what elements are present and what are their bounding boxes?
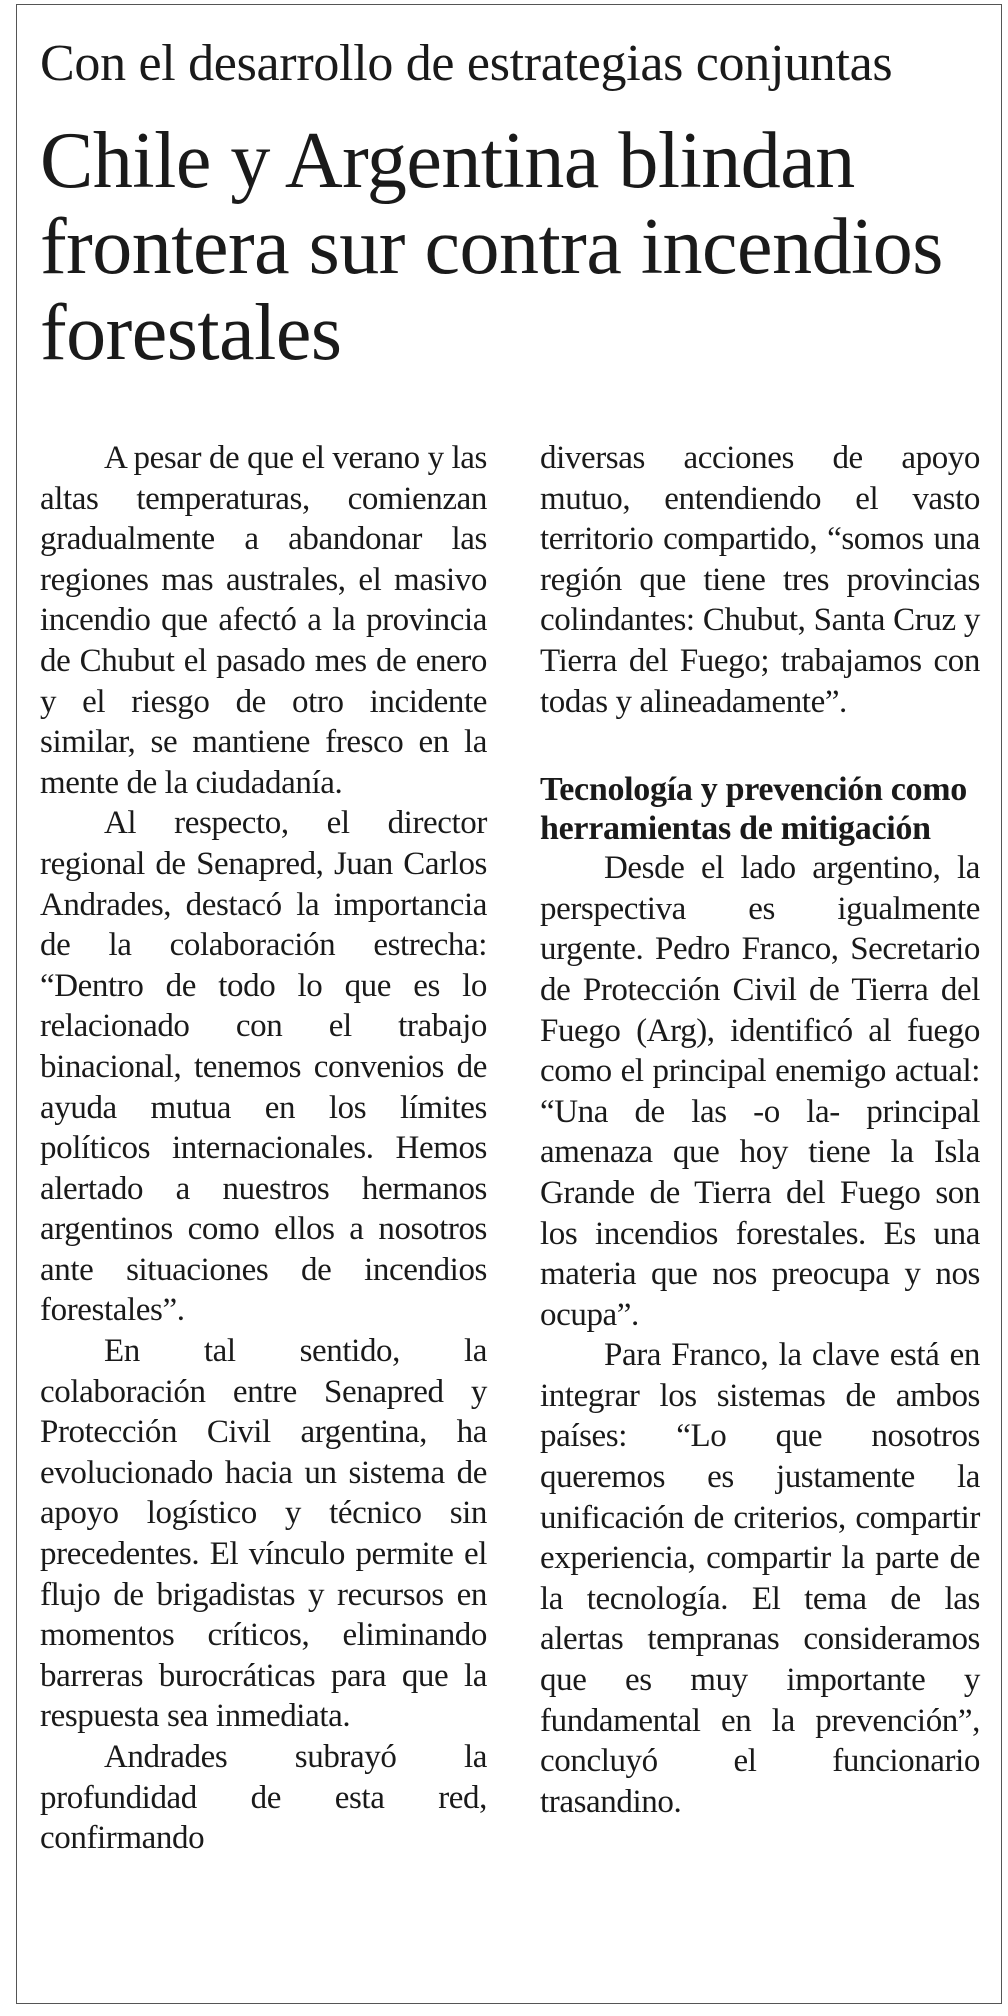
body-paragraph: A pesar de que el verano y las altas temperaturas, comienzan gradualmente a abandonar las regiones mas australes, el masivo incendio que afectó a la provincia de Chubut el pasado mes de enero y el riesgo de otro incidente similar, se mantiene fresco en la mente de la ciudadanía. xyxy=(40,440,487,801)
article-right-column xyxy=(540,438,980,1822)
article-kicker: Con el desarrollo de estrategias conjuntas xyxy=(40,35,893,92)
body-paragraph-continued: diversas acciones de apoyo mutuo, entendiendo el vasto territorio compartido, “somos una región que tiene tres provincias colindantes: Chubut, Santa Cruz y Tierra del Fuego; trabajamos con todas y alineadamente”. xyxy=(540,440,980,720)
article-headline: Chile y Argentina blindan frontera sur contra incendios forestales xyxy=(40,117,943,377)
body-paragraph: Andrades subrayó la profundidad de esta red, confirmando xyxy=(40,1739,487,1857)
article-subhead: Tecnología y prevención como herramientas de mitigación xyxy=(540,771,967,848)
body-paragraph: Para Franco, la clave está en integrar los sistemas de ambos países: “Lo que nosotros queremos es justamente la unificación de criterios, compartir experiencia, compartir la parte de la tecnología. El tema de las alertas tempranas consideramos que es muy importante y fundamental en la prevención”, concluyó el funcionario trasandino. xyxy=(540,1337,980,1820)
body-paragraph: En tal sentido, la colaboración entre Senapred y Protección Civil argentina, ha evolucionado hacia un sistema de apoyo logístico y técnico sin precedentes. El vínculo permite el flujo de brigadistas y recursos en momentos críticos, eliminando barreras burocráticas para que la respuesta sea inmediata. xyxy=(40,1333,487,1735)
body-paragraph: Al respecto, el director regional de Senapred, Juan Carlos Andrades, destacó la importancia de la colaboración estrecha: “Dentro de todo lo que es lo relacionado con el trabajo binacional, tenemos convenios de ayuda mutua en los límites políticos internacionales. Hemos alertado a nuestros hermanos argentinos como ellos a nosotros ante situaciones de incendios forestales”. xyxy=(40,805,487,1329)
body-paragraph: Desde el lado argentino, la perspectiva es igualmente urgente. Pedro Franco, Secretario de Protección Civil de Tierra del Fuego (Arg), identificó al fuego como el principal enemigo actual: “Una de las -o la- principal amenaza que hoy tiene la Isla Grande de Tierra del Fuego son los incendios forestales. Es una materia que nos preocupa y nos ocupa”. xyxy=(540,850,980,1333)
article-left-column xyxy=(40,438,487,1859)
